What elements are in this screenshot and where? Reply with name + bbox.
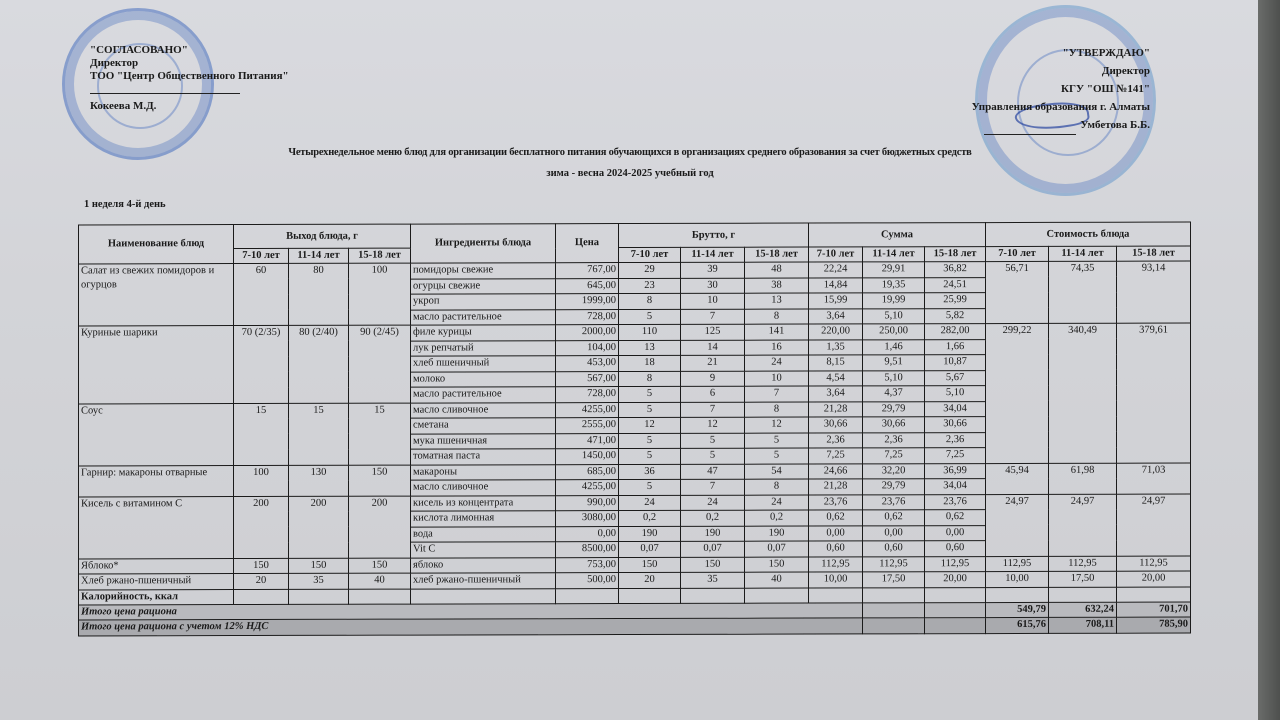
table-row <box>79 494 1191 512</box>
calories-cell <box>289 589 349 605</box>
ingredient-gross: 5 <box>619 448 681 464</box>
ingredient-gross: 13 <box>745 293 809 309</box>
ingredient-name: вода <box>411 526 556 542</box>
dish-cost: 45,94 <box>986 463 1049 494</box>
ingredient-price: 471,00 <box>556 433 619 449</box>
ingredient-name: Vit C <box>411 542 556 558</box>
ingredient-price: 8500,00 <box>556 542 619 558</box>
ingredient-gross: 24 <box>745 355 809 371</box>
ingredient-name: мука пшеничная <box>411 433 556 449</box>
header-price: Цена <box>556 224 619 263</box>
calories-cell <box>809 587 863 603</box>
dish-cost: 71,03 <box>1117 463 1191 494</box>
ingredient-name: укроп <box>411 294 556 310</box>
ingredient-gross: 0,2 <box>619 510 681 526</box>
ingredient-sum: 22,24 <box>809 262 863 278</box>
header-age-group: 11-14 лет <box>681 247 745 262</box>
ingredient-gross: 125 <box>681 324 745 340</box>
ingredient-sum: 7,25 <box>925 448 986 464</box>
dish-yield: 100 <box>349 263 411 325</box>
dish-cost: 112,95 <box>1117 556 1191 572</box>
ingredient-gross: 39 <box>681 262 745 278</box>
dish-cost: 112,95 <box>986 556 1049 572</box>
ingredient-sum: 23,76 <box>809 494 863 510</box>
ingredient-name: томатная паста <box>411 449 556 465</box>
calories-cell <box>1049 587 1117 603</box>
ingredient-sum: 1,46 <box>863 339 925 355</box>
ingredient-sum: 9,51 <box>863 355 925 371</box>
ingredient-sum: 15,99 <box>809 293 863 309</box>
header-age-group: 7-10 лет <box>619 247 681 262</box>
ingredient-price: 1999,00 <box>556 294 619 310</box>
ingredient-name: масло растительное <box>411 309 556 325</box>
dish-yield: 80 <box>289 263 349 325</box>
ingredient-name: хлеб ржано-пшеничный <box>411 573 556 589</box>
ingredient-sum: 19,99 <box>863 293 925 309</box>
ingredient-sum: 282,00 <box>925 324 986 340</box>
approval-right-heading: "УТВЕРЖДАЮ" <box>1062 47 1150 59</box>
ingredient-gross: 12 <box>745 417 809 433</box>
ingredient-sum: 10,87 <box>925 355 986 371</box>
ingredient-gross: 24 <box>745 495 809 511</box>
ingredient-sum: 0,00 <box>863 525 925 541</box>
ingredient-gross: 7 <box>681 309 745 325</box>
calories-cell <box>234 589 289 605</box>
ingredient-gross: 8 <box>745 402 809 418</box>
dish-yield: 200 <box>234 496 289 558</box>
ingredient-sum: 3,64 <box>809 386 863 402</box>
total-empty-cell <box>925 603 986 618</box>
header-sum: Сумма <box>809 223 986 247</box>
approval-right-position: Директор <box>1101 65 1150 77</box>
ingredient-sum: 7,25 <box>809 448 863 464</box>
ingredient-price: 500,00 <box>556 573 619 589</box>
ingredient-gross: 38 <box>745 278 809 294</box>
ingredient-gross: 20 <box>619 572 681 588</box>
ingredient-gross: 190 <box>681 526 745 542</box>
dish-cost: 56,71 <box>986 261 1049 323</box>
ingredient-gross: 10 <box>745 371 809 387</box>
ingredient-price: 645,00 <box>556 278 619 294</box>
ingredient-gross: 7 <box>745 386 809 402</box>
dish-cost: 20,00 <box>1117 571 1191 587</box>
dish-name: Кисель с витамином С <box>79 496 234 558</box>
dish-cost: 24,97 <box>1049 494 1117 556</box>
ingredient-gross: 5 <box>681 448 745 464</box>
ingredient-sum: 36,82 <box>925 262 986 278</box>
ingredient-name: филе курицы <box>411 325 556 341</box>
approval-left-block <box>90 44 289 113</box>
ingredient-gross: 21 <box>681 355 745 371</box>
ingredient-gross: 12 <box>619 417 681 433</box>
ingredient-gross: 5 <box>619 309 681 325</box>
header-age-group: 11-14 лет <box>863 247 925 262</box>
ingredient-gross: 5 <box>619 386 681 402</box>
dish-yield: 150 <box>349 465 411 496</box>
ingredient-sum: 19,35 <box>863 277 925 293</box>
ingredient-gross: 13 <box>619 340 681 356</box>
ingredient-gross: 12 <box>681 417 745 433</box>
dish-yield: 40 <box>349 573 411 589</box>
ingredient-name: яблоко <box>411 557 556 573</box>
approval-left-position: Директор <box>90 57 139 69</box>
ingredient-price: 1450,00 <box>556 449 619 465</box>
ingredient-sum: 21,28 <box>809 401 863 417</box>
ingredient-gross: 150 <box>745 557 809 573</box>
calories-label: Калорийность, ккал <box>79 589 234 605</box>
ingredient-gross: 29 <box>619 262 681 278</box>
ingredient-sum: 30,66 <box>925 417 986 433</box>
ingredient-gross: 48 <box>745 262 809 278</box>
ingredient-name: хлеб пшеничный <box>411 356 556 372</box>
dish-cost: 112,95 <box>1049 556 1117 572</box>
ingredient-sum: 24,51 <box>925 277 986 293</box>
dish-yield: 150 <box>234 558 289 574</box>
table-row <box>79 323 1191 341</box>
total-empty-cell <box>863 618 925 634</box>
dish-yield: 20 <box>234 573 289 589</box>
day-label: 1 неделя 4-й день <box>84 199 166 210</box>
ingredient-price: 0,00 <box>556 526 619 542</box>
ingredient-price: 453,00 <box>556 356 619 372</box>
total-value: 632,24 <box>1049 602 1117 617</box>
background-surface <box>1258 0 1280 720</box>
ingredient-sum: 3,64 <box>809 308 863 324</box>
ingredient-gross: 8 <box>619 371 681 387</box>
ingredient-sum: 34,04 <box>925 479 986 495</box>
ingredient-sum: 0,00 <box>925 525 986 541</box>
ingredient-sum: 0,62 <box>863 510 925 526</box>
ingredient-sum: 5,82 <box>925 308 986 324</box>
ingredient-sum: 30,66 <box>863 417 925 433</box>
total-label: Итого цена рациона <box>79 603 863 620</box>
ingredient-name: сметана <box>411 418 556 434</box>
ingredient-gross: 30 <box>681 278 745 294</box>
ingredient-gross: 0,07 <box>619 541 681 557</box>
dish-yield: 80 (2/40) <box>289 325 349 403</box>
total-vat-value: 615,76 <box>986 617 1049 633</box>
dish-yield: 200 <box>349 496 411 558</box>
document-title: Четырехнедельное меню блюд для организации бесплатного питания обучающихся в организациях среднего образования за счет бюджетных средств <box>288 147 972 158</box>
total-vat-row <box>79 617 1191 636</box>
ingredient-gross: 35 <box>681 572 745 588</box>
ingredient-gross: 0,07 <box>745 541 809 557</box>
header-age-group: 11-14 лет <box>289 248 349 263</box>
ingredient-gross: 10 <box>681 293 745 309</box>
ingredient-price: 685,00 <box>556 464 619 480</box>
signature-line <box>984 116 1076 135</box>
dish-yield: 150 <box>289 558 349 574</box>
header-ingredients: Ингредиенты блюда <box>411 224 556 263</box>
ingredient-name: лук репчатый <box>411 340 556 356</box>
calories-cell <box>1117 587 1191 603</box>
calories-cell <box>863 587 925 603</box>
approval-left-heading: "СОГЛАСОВАНО" <box>90 44 188 56</box>
signature-line <box>90 83 240 94</box>
menu-table-body <box>79 261 1191 636</box>
ingredient-gross: 190 <box>619 526 681 542</box>
dish-name: Хлеб ржано-пшеничный <box>79 574 234 590</box>
ingredient-name: огурцы свежие <box>411 278 556 294</box>
calories-cell <box>556 588 619 604</box>
ingredient-price: 2000,00 <box>556 325 619 341</box>
dish-cost: 10,00 <box>986 571 1049 587</box>
table-row <box>79 261 1191 279</box>
header-age-group: 15-18 лет <box>745 247 809 262</box>
header-age-group: 7-10 лет <box>986 246 1049 261</box>
ingredient-gross: 0,2 <box>681 510 745 526</box>
calories-cell <box>619 588 681 604</box>
ingredient-sum: 23,76 <box>863 494 925 510</box>
dish-yield: 70 (2/35) <box>234 325 289 403</box>
ingredient-sum: 0,60 <box>863 541 925 557</box>
approval-right-department: Управления образования г. Алматы <box>971 101 1150 113</box>
ingredient-sum: 20,00 <box>925 572 986 588</box>
ingredient-gross: 8 <box>745 479 809 495</box>
ingredient-gross: 5 <box>619 479 681 495</box>
ingredient-sum: 2,36 <box>809 432 863 448</box>
approval-left-organization: ТОО "Центр Общественного Питания" <box>90 70 289 82</box>
ingredient-name: молоко <box>411 371 556 387</box>
ingredient-sum: 24,66 <box>809 463 863 479</box>
ingredient-sum: 5,67 <box>925 370 986 386</box>
dish-yield: 100 <box>234 465 289 496</box>
dish-yield: 60 <box>234 263 289 325</box>
ingredient-sum: 112,95 <box>863 556 925 572</box>
total-empty-cell <box>925 618 986 634</box>
calories-cell <box>745 588 809 604</box>
total-value: 701,70 <box>1117 602 1191 617</box>
ingredient-sum: 14,84 <box>809 277 863 293</box>
ingredient-gross: 5 <box>745 448 809 464</box>
ingredient-name: помидоры свежие <box>411 263 556 279</box>
ingredient-sum: 10,00 <box>809 572 863 588</box>
calories-cell <box>925 587 986 603</box>
ingredient-price: 767,00 <box>556 263 619 279</box>
header-yield: Выход блюда, г <box>234 224 411 248</box>
dish-cost: 24,97 <box>1117 494 1191 556</box>
ingredient-gross: 23 <box>619 278 681 294</box>
total-vat-value: 785,90 <box>1117 617 1191 633</box>
ingredient-gross: 8 <box>619 293 681 309</box>
ingredient-gross: 36 <box>619 464 681 480</box>
ingredient-sum: 30,66 <box>809 417 863 433</box>
ingredient-gross: 150 <box>619 557 681 573</box>
dish-yield: 35 <box>289 573 349 589</box>
ingredient-price: 4255,00 <box>556 402 619 418</box>
dish-yield: 130 <box>289 465 349 496</box>
header-age-group: 15-18 лет <box>1117 246 1191 261</box>
ingredient-price: 728,00 <box>556 387 619 403</box>
dish-yield: 15 <box>289 403 349 465</box>
dish-cost: 24,97 <box>986 494 1049 556</box>
ingredient-sum: 29,79 <box>863 401 925 417</box>
ingredient-sum: 32,20 <box>863 463 925 479</box>
dish-yield: 150 <box>349 558 411 574</box>
calories-cell <box>349 589 411 605</box>
header-age-group: 15-18 лет <box>349 248 411 263</box>
total-empty-cell <box>863 603 925 618</box>
ingredient-sum: 36,99 <box>925 463 986 479</box>
ingredient-sum: 0,60 <box>809 541 863 557</box>
ingredient-gross: 0,2 <box>745 510 809 526</box>
ingredient-gross: 16 <box>745 340 809 356</box>
ingredient-gross: 7 <box>681 402 745 418</box>
header-age-group: 15-18 лет <box>925 247 986 262</box>
ingredient-price: 990,00 <box>556 495 619 511</box>
dish-name: Салат из свежих помидоров и огурцов <box>79 264 234 326</box>
dish-yield: 200 <box>289 496 349 558</box>
header-dish-cost: Стоимость блюда <box>986 222 1191 247</box>
dish-yield: 15 <box>234 403 289 465</box>
ingredient-name: кисель из концентрата <box>411 495 556 511</box>
ingredient-sum: 0,00 <box>809 525 863 541</box>
header-dish-name: Наименование блюд <box>79 225 234 264</box>
dish-name: Яблоко* <box>79 558 234 574</box>
ingredient-gross: 5 <box>619 433 681 449</box>
ingredient-sum: 1,35 <box>809 339 863 355</box>
ingredient-price: 3080,00 <box>556 511 619 527</box>
ingredient-sum: 0,62 <box>925 510 986 526</box>
ingredient-gross: 47 <box>681 464 745 480</box>
ingredient-sum: 250,00 <box>863 324 925 340</box>
ingredient-price: 104,00 <box>556 340 619 356</box>
ingredient-gross: 141 <box>745 324 809 340</box>
ingredient-sum: 220,00 <box>809 324 863 340</box>
header-age-group: 11-14 лет <box>1049 246 1117 261</box>
calories-cell <box>681 588 745 604</box>
ingredient-gross: 6 <box>681 386 745 402</box>
calories-cell <box>986 587 1049 603</box>
ingredient-gross: 110 <box>619 324 681 340</box>
ingredient-sum: 112,95 <box>925 556 986 572</box>
dish-cost: 340,49 <box>1049 323 1117 463</box>
ingredient-gross: 14 <box>681 340 745 356</box>
ingredient-gross: 8 <box>745 309 809 325</box>
dish-cost: 61,98 <box>1049 463 1117 494</box>
header-gross: Брутто, г <box>619 223 809 247</box>
dish-yield: 90 (2/45) <box>349 325 411 403</box>
calories-cell <box>411 588 556 604</box>
ingredient-sum: 5,10 <box>863 370 925 386</box>
ingredient-sum: 8,15 <box>809 355 863 371</box>
ingredient-sum: 2,36 <box>863 432 925 448</box>
ingredient-sum: 25,99 <box>925 293 986 309</box>
ingredient-sum: 5,10 <box>925 386 986 402</box>
ingredient-sum: 0,60 <box>925 541 986 557</box>
total-vat-value: 708,11 <box>1049 617 1117 633</box>
dish-name: Куриные шарики <box>79 326 234 404</box>
ingredient-sum: 29,91 <box>863 262 925 278</box>
ingredient-sum: 4,37 <box>863 386 925 402</box>
dish-name: Гарнир: макароны отварные <box>79 465 234 496</box>
document-subtitle: зима - весна 2024-2025 учебный год <box>546 168 714 179</box>
approval-left-signatory: Кокеева М.Д. <box>90 100 157 112</box>
ingredient-price: 2555,00 <box>556 418 619 434</box>
dish-cost: 17,50 <box>1049 571 1117 587</box>
ingredient-gross: 40 <box>745 572 809 588</box>
ingredient-sum: 23,76 <box>925 494 986 510</box>
ingredient-name: масло растительное <box>411 387 556 403</box>
ingredient-name: масло сливочное <box>411 402 556 418</box>
ingredient-gross: 190 <box>745 526 809 542</box>
ingredient-price: 567,00 <box>556 371 619 387</box>
header-age-group: 7-10 лет <box>809 247 863 262</box>
ingredient-gross: 24 <box>619 495 681 511</box>
approval-right-signatory: Умбетова Б.Б. <box>1080 119 1150 131</box>
ingredient-gross: 7 <box>681 479 745 495</box>
ingredient-price: 4255,00 <box>556 480 619 496</box>
header-age-group: 7-10 лет <box>234 248 289 263</box>
ingredient-name: масло сливочное <box>411 480 556 496</box>
menu-table <box>78 222 1191 637</box>
approval-right-organization: КГУ "ОШ №141" <box>1061 83 1150 95</box>
ingredient-name: кислота лимонная <box>411 511 556 527</box>
approval-right-block <box>972 44 1150 135</box>
ingredient-sum: 5,10 <box>863 308 925 324</box>
ingredient-gross: 24 <box>681 495 745 511</box>
ingredient-name: макароны <box>411 464 556 480</box>
dish-cost: 379,61 <box>1117 323 1191 463</box>
ingredient-gross: 150 <box>681 557 745 573</box>
ingredient-price: 728,00 <box>556 309 619 325</box>
ingredient-sum: 0,62 <box>809 510 863 526</box>
ingredient-sum: 34,04 <box>925 401 986 417</box>
ingredient-sum: 112,95 <box>809 556 863 572</box>
ingredient-sum: 7,25 <box>863 448 925 464</box>
ingredient-price: 753,00 <box>556 557 619 573</box>
total-value: 549,79 <box>986 602 1049 617</box>
ingredient-gross: 0,07 <box>681 541 745 557</box>
dish-cost: 74,35 <box>1049 261 1117 323</box>
ingredient-sum: 29,79 <box>863 479 925 495</box>
ingredient-gross: 5 <box>681 433 745 449</box>
ingredient-sum: 4,54 <box>809 370 863 386</box>
dish-cost: 93,14 <box>1117 261 1191 323</box>
ingredient-sum: 17,50 <box>863 572 925 588</box>
dish-name: Соус <box>79 403 234 465</box>
ingredient-gross: 54 <box>745 464 809 480</box>
ingredient-gross: 5 <box>619 402 681 418</box>
ingredient-sum: 2,36 <box>925 432 986 448</box>
ingredient-sum: 1,66 <box>925 339 986 355</box>
ingredient-gross: 18 <box>619 355 681 371</box>
total-vat-label: Итого цена рациона с учетом 12% НДС <box>79 618 863 636</box>
ingredient-gross: 9 <box>681 371 745 387</box>
ingredient-gross: 5 <box>745 433 809 449</box>
ingredient-sum: 21,28 <box>809 479 863 495</box>
dish-cost: 299,22 <box>986 323 1049 463</box>
dish-yield: 15 <box>349 403 411 465</box>
table-row <box>79 463 1191 481</box>
